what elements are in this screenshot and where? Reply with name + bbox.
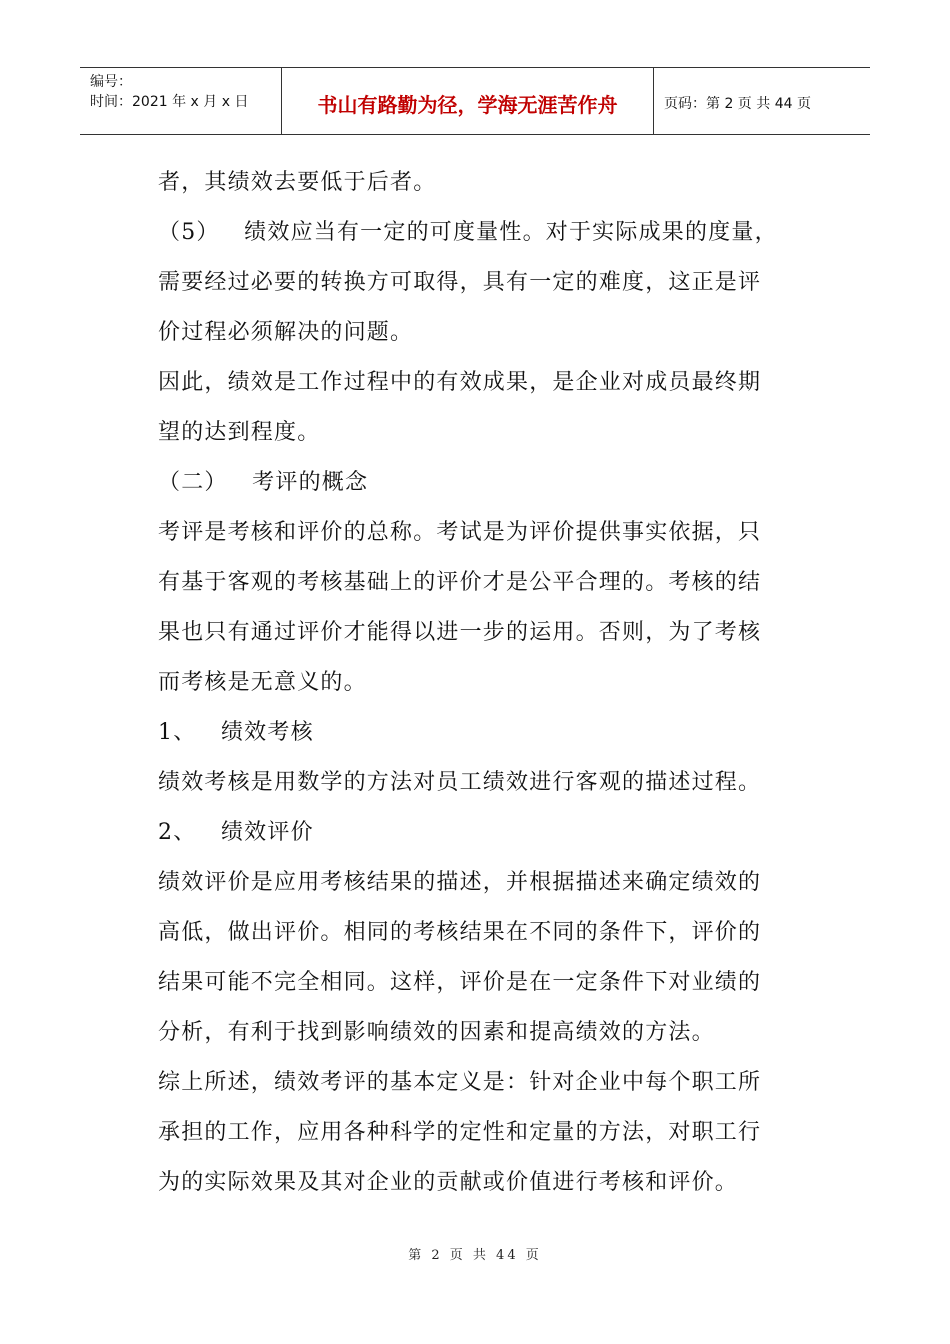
serial-number-label: 编号： bbox=[90, 74, 132, 90]
page-header bbox=[80, 67, 870, 135]
body-line: 绩效评价是应用考核结果的描述，并根据描述来确定绩效的 bbox=[158, 870, 762, 895]
body-line: 结果可能不完全相同。这样，评价是在一定条件下对业绩的 bbox=[158, 970, 762, 995]
header-page-info: 页码：第 2 页 共 44 页 bbox=[664, 96, 811, 112]
body-line: 高低，做出评价。相同的考核结果在不同的条件下，评价的 bbox=[158, 920, 762, 945]
body-line: （5） 绩效应当有一定的可度量性。对于实际成果的度量， bbox=[158, 220, 778, 245]
page-footer bbox=[0, 1244, 950, 1263]
body-line: 因此，绩效是工作过程中的有效成果，是企业对成员最终期 bbox=[158, 370, 762, 395]
body-line: 望的达到程度。 bbox=[158, 420, 321, 445]
body-line: 为的实际效果及其对企业的贡献或价值进行考核和评价。 bbox=[158, 1170, 739, 1195]
body-line: 而考核是无意义的。 bbox=[158, 670, 367, 695]
motto-text: 书山有路勤为径，学海无涯苦作舟 bbox=[317, 92, 618, 117]
footer-page-number: 第 2 页 共 44 页 bbox=[408, 1248, 542, 1263]
body-line: 果也只有通过评价才能得以进一步的运用。否则，为了考核 bbox=[158, 620, 762, 645]
body-line: 分析，有利于找到影响绩效的因素和提高绩效的方法。 bbox=[158, 1020, 715, 1045]
subsection-heading: 1、 绩效考核 bbox=[158, 720, 314, 745]
date-label: 时间：2021 年 x 月 x 日 bbox=[90, 94, 249, 110]
document-body bbox=[158, 158, 798, 1208]
body-line: 综上所述，绩效考评的基本定义是：针对企业中每个职工所 bbox=[158, 1070, 762, 1095]
header-motto-cell bbox=[282, 68, 654, 134]
body-line: 绩效考核是用数学的方法对员工绩效进行客观的描述过程。 bbox=[158, 770, 762, 795]
body-line: 者，其绩效去要低于后者。 bbox=[158, 170, 437, 195]
header-page-cell bbox=[654, 68, 870, 134]
body-line: 需要经过必要的转换方可取得，具有一定的难度，这正是评 bbox=[158, 270, 762, 295]
subsection-heading: 2、 绩效评价 bbox=[158, 820, 314, 845]
header-meta-cell bbox=[80, 68, 282, 134]
body-line: 承担的工作，应用各种科学的定性和定量的方法，对职工行 bbox=[158, 1120, 762, 1145]
body-line: 考评是考核和评价的总称。考试是为评价提供事实依据，只 bbox=[158, 520, 762, 545]
body-line: 有基于客观的考核基础上的评价才是公平合理的。考核的结 bbox=[158, 570, 762, 595]
body-line: 价过程必须解决的问题。 bbox=[158, 320, 414, 345]
section-heading: （二） 考评的概念 bbox=[158, 470, 369, 495]
